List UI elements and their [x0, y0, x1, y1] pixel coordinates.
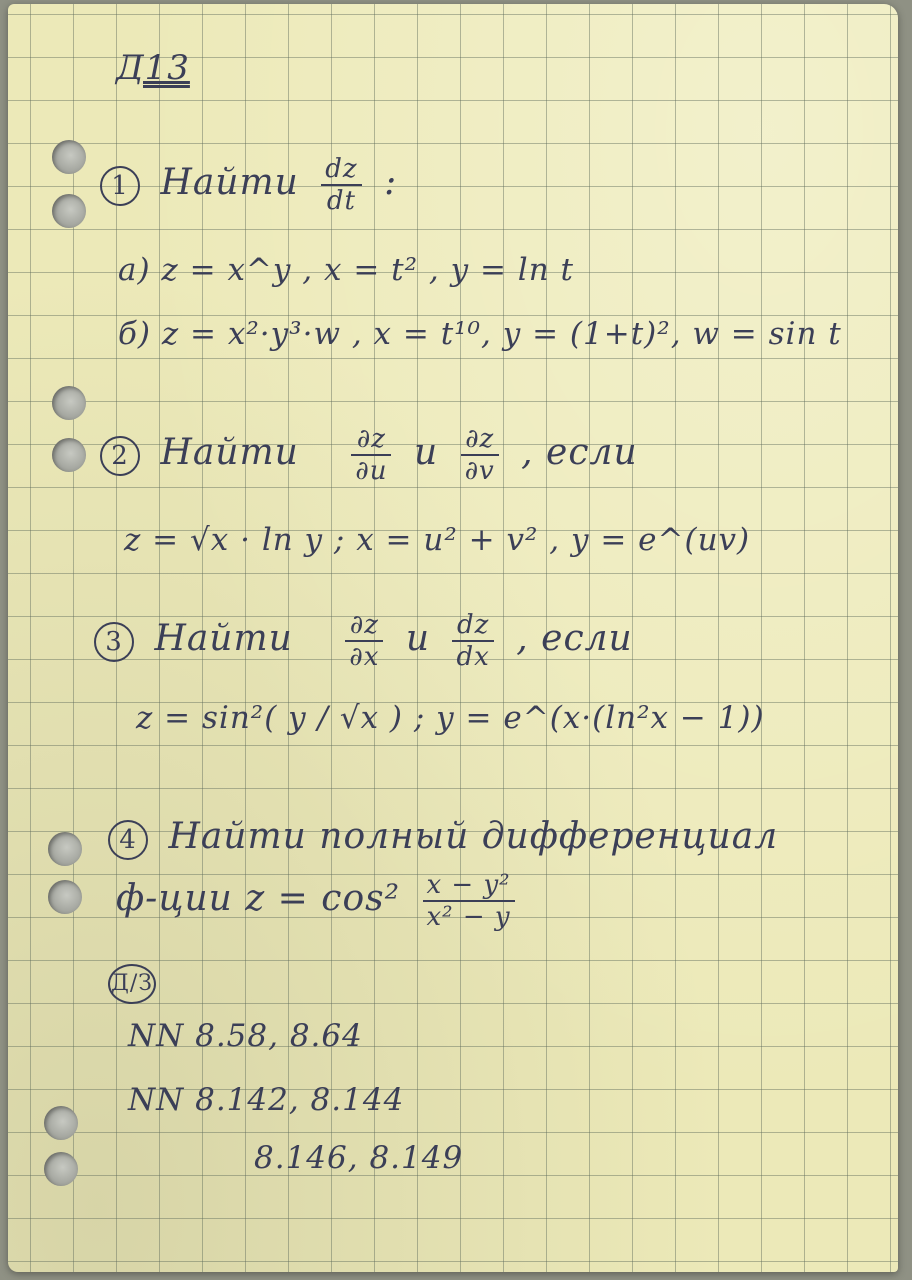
frac-denominator: ∂v [464, 456, 495, 486]
homework-line-2: NN 8.142, 8.144 [128, 1082, 405, 1118]
binder-hole [52, 140, 86, 174]
task-2-number: 2 [100, 436, 140, 476]
task-2-formula: z = √x · ln y ; x = u² + v² , y = e^(uv) [124, 522, 751, 558]
task-1-colon: : [384, 162, 398, 203]
task-2-title: Найти [160, 432, 299, 473]
binder-hole [48, 832, 82, 866]
binder-hole [52, 386, 86, 420]
task-1-number: 1 [100, 166, 140, 206]
frac-denominator: dx [456, 642, 490, 672]
task-1-heading [100, 154, 397, 216]
frac-numerator: ∂z [345, 610, 383, 642]
frac-numerator: ∂z [351, 424, 391, 456]
task-1-title: Найти [160, 162, 299, 203]
notebook-page [8, 4, 898, 1272]
page-title: Д13 [116, 48, 190, 88]
task-4-function [116, 870, 525, 932]
frac-denominator: ∂u [355, 456, 388, 486]
task-2-conjunction: и [413, 432, 439, 473]
task-2-heading [100, 424, 638, 486]
homework-block [108, 962, 156, 1004]
frac-denominator: x² − y [426, 902, 511, 932]
binder-hole [44, 1152, 78, 1186]
task-1-derivative [321, 154, 361, 216]
binder-hole [52, 438, 86, 472]
task-3-heading [94, 610, 633, 672]
task-3-conjunction: и [405, 618, 431, 659]
task-3-partial-x [345, 610, 383, 672]
task-3-title: Найти [154, 618, 293, 659]
task-2-partial-u [351, 424, 391, 486]
binder-hole [52, 194, 86, 228]
frac-numerator: dz [321, 154, 361, 186]
task-4-number: 4 [108, 820, 148, 860]
task-3-number: 3 [94, 622, 134, 662]
task-3-formula: z = sin²( y / √x ) ; y = e^(x·(ln²x − 1)) [136, 700, 765, 736]
task-3-total-x [452, 610, 493, 672]
homework-mark: Д/З [108, 964, 156, 1004]
frac-denominator: ∂x [349, 642, 380, 672]
task-4-line-2: ф-ции z = cos² [116, 878, 401, 919]
homework-line-1: NN 8.58, 8.64 [128, 1018, 363, 1054]
task-3-condition: , если [516, 618, 633, 659]
homework-line-3: 8.146, 8.149 [254, 1140, 464, 1176]
frac-numerator: x − y² [423, 870, 515, 902]
task-4-heading [108, 816, 778, 860]
task-2-condition: , если [521, 432, 638, 473]
task-1a-formula: а) z = x^y , x = t² , y = ln t [118, 252, 574, 288]
binder-hole [44, 1106, 78, 1140]
frac-numerator: ∂z [461, 424, 499, 456]
binder-hole [48, 880, 82, 914]
task-4-fraction [423, 870, 515, 932]
task-1b-formula: б) z = x²·y³·w , x = t¹⁰, y = (1+t)², w = sin t [118, 316, 842, 352]
frac-denominator: dt [326, 186, 356, 216]
frac-numerator: dz [452, 610, 493, 642]
task-2-partial-v [461, 424, 499, 486]
task-4-line-1: Найти полный дифференциал [168, 816, 779, 857]
